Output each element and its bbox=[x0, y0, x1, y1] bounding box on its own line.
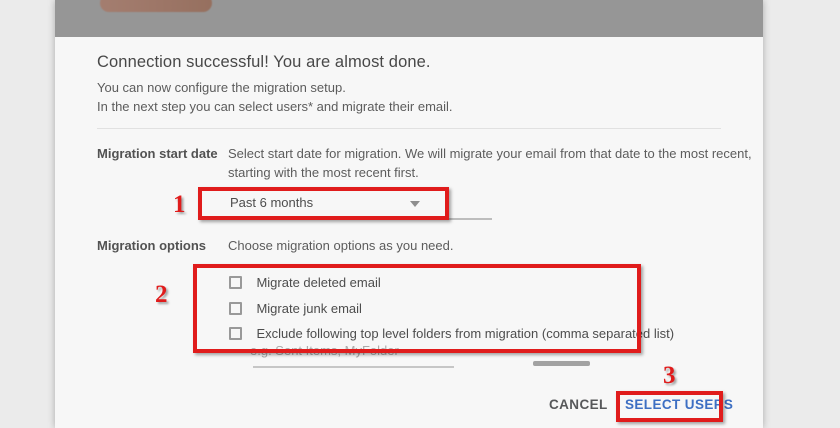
checkbox-row bbox=[229, 274, 381, 290]
annotation-number-2: 2 bbox=[155, 281, 168, 308]
checkbox-row bbox=[229, 325, 674, 341]
migration-start-date-label: Migration start date bbox=[97, 146, 218, 161]
options-description: Choose migration options as you need. bbox=[228, 238, 454, 253]
select-users-button[interactable]: SELECT USERS bbox=[625, 397, 734, 412]
exclude-folders-checkbox[interactable] bbox=[229, 327, 242, 340]
start-date-dropdown[interactable] bbox=[230, 190, 492, 220]
horizontal-scrollbar-thumb[interactable] bbox=[533, 361, 590, 366]
exclude-folders-input-placeholder: e.g. Sent Items, MyFolder bbox=[250, 343, 399, 358]
dialog-title: Connection successful! You are almost done. bbox=[97, 53, 431, 71]
migrate-junk-email-checkbox[interactable] bbox=[229, 302, 242, 315]
annotation-number-3: 3 bbox=[663, 362, 676, 389]
section-divider bbox=[97, 128, 721, 129]
redacted-title-blur bbox=[100, 0, 212, 12]
migration-setup-dialog bbox=[55, 0, 763, 428]
start-date-dropdown-value: Past 6 months bbox=[230, 195, 314, 210]
checkbox-row bbox=[229, 300, 362, 316]
intro-text-line1: You can now configure the migration setup. bbox=[97, 80, 346, 95]
checkbox-label[interactable]: Exclude following top level folders from migration (comma separated list) bbox=[256, 326, 675, 342]
exclude-folders-input[interactable] bbox=[253, 366, 454, 368]
checkbox-label[interactable]: Migrate deleted email bbox=[256, 275, 381, 291]
annotation-number-1: 1 bbox=[173, 191, 186, 218]
chevron-down-icon bbox=[410, 201, 420, 207]
intro-text-line2: In the next step you can select users* and migrate their email. bbox=[97, 99, 453, 114]
migration-options-label: Migration options bbox=[97, 238, 207, 253]
dialog-header bbox=[55, 0, 763, 37]
migrate-deleted-email-checkbox[interactable] bbox=[229, 276, 242, 289]
start-date-description-line2: starting with the most recent first. bbox=[228, 165, 419, 180]
start-date-description-line1: Select start date for migration. We will migrate your email from that date to the most recent, bbox=[228, 146, 752, 161]
cancel-button[interactable]: CANCEL bbox=[549, 397, 608, 412]
checkbox-label[interactable]: Migrate junk email bbox=[256, 301, 362, 317]
